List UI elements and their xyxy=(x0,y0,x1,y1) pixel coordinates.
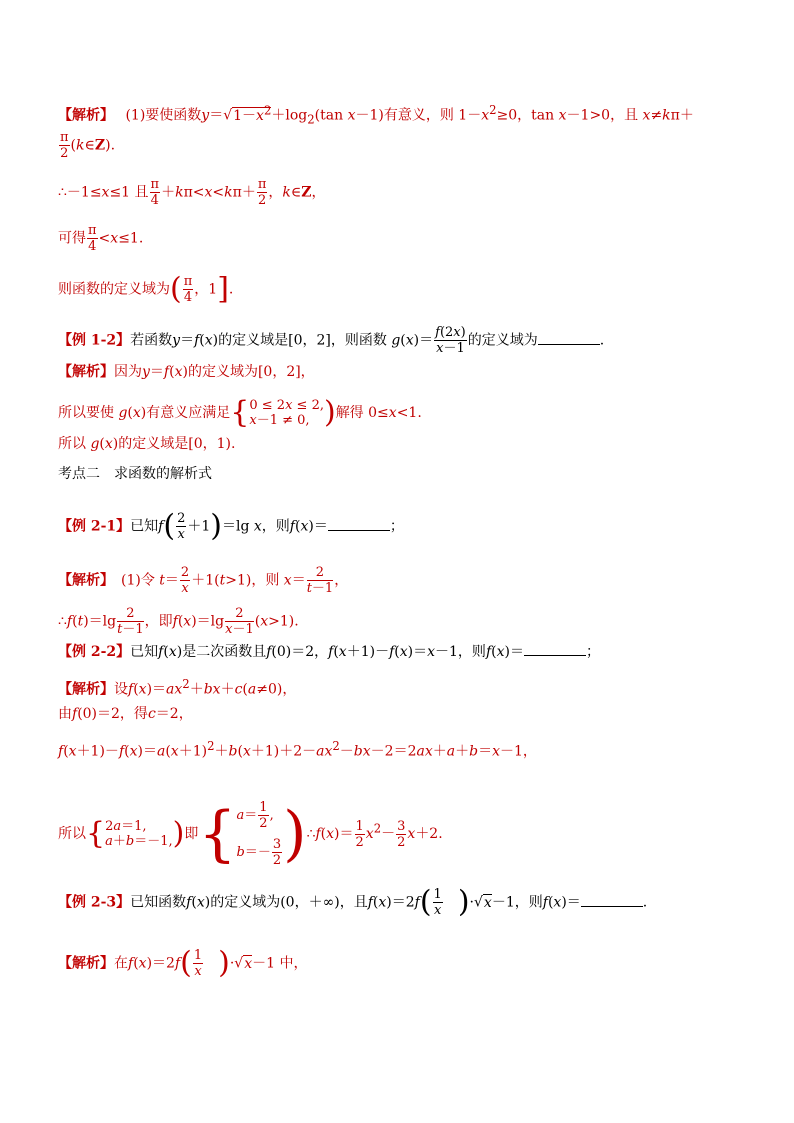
solution-1-1-line-2: $\frac{\pi}{2}$ (k∈Z). xyxy=(60,130,116,161)
solution-tag: 【解析】 xyxy=(58,107,107,124)
answer-blank[interactable] xyxy=(538,344,600,345)
solution-2-3-line-1: 【解析】在f(x)＝2f( $\frac{1}{x}$ )·√x－1 中， xyxy=(58,945,308,981)
answer-blank[interactable] xyxy=(524,655,586,656)
example-2-1: 【例 2-1】已知f( $\frac{2}{x}$ ＋1)＝lg x，则f(x)＝ ； xyxy=(58,508,404,544)
answer-blank[interactable] xyxy=(581,906,643,907)
solution-1-2-line-2: 所以要使 g(x)有意义应满足{ 0 ≤ 2x ≤ 2, x－1 ≠ 0, )解得 0≤x<1. xyxy=(58,395,422,430)
example-2-2: 【例 2-2】已知f(x)是二次函数且f(0)＝2，f(x＋1)－f(x)＝x－1，则f(x)＝ ； xyxy=(58,644,600,660)
solution-1-1-line-4: 可得 $\frac{\pi}{4}$ <x≤1. xyxy=(58,223,144,254)
solution-2-2-line-3: $f(x+1)-f(x)=a(x+1)^2+b(x+1)+2-ax^2-bx-2=2ax+a+b=x-1$， xyxy=(58,739,537,760)
answer-blank[interactable] xyxy=(328,530,390,531)
solution-2-1-line-2: ∴f(t)＝lg $\frac{2}{t-1}$ ，即f(x)＝lg $\frac{2}{x-1}$ (x>1). xyxy=(58,606,299,637)
solution-1-1-line-3: ∴－1≤x≤1 且 $\frac{\pi}{4}$ ＋kπ<x<kπ＋ $\frac{\pi}{2}$ ，k∈Z， xyxy=(58,177,326,208)
solution-2-2-line-4: 所以{ 2a＝1, a＋b＝－1, )即{ a＝ $\frac{1}{2}$ , b＝－ $\frac{3}{2}$ )∴f(x)＝ $\frac{1}{2}$ $x^2-$ $\frac{3}{2}$ x＋2. xyxy=(58,799,443,869)
section-heading: 考点二 求函数的解析式 xyxy=(58,466,212,482)
example-tag: 【例 1-2】 xyxy=(58,332,131,349)
solution-1-2-line-1: 【解析】因为y＝f(x)的定义域为[0，2]， xyxy=(58,364,315,380)
solution-1-1-line-1: 【解析】 (1)要使函数$y=√1-x^2+\log_2(\tan$ x－1)有意义，则 $1-x^2\ge 0$，tan x－1>0，且 x≠kπ＋ xyxy=(58,103,694,127)
solution-1-2-line-3: 所以 g(x)的定义域是[0，1). xyxy=(58,436,236,452)
example-1-2: 【例 1-2】若函数y＝f(x)的定义域是[0，2]，则函数 g(x)＝ $\frac{f(2x)}{x-1}$ 的定义域为 . xyxy=(58,325,605,356)
solution-1-1-line-5: 则函数的定义域为( $\frac{\pi}{4}$ ，1]. xyxy=(58,271,234,307)
example-2-3: 【例 2-3】已知函数f(x)的定义域为(0，＋∞)，且f(x)＝2f( $\frac{1}{x}$ )·√x－1，则f(x)＝ . xyxy=(58,884,648,920)
solution-2-2-line-1: 【解析】设$f(x)=ax^2+bx+c(a\ne 0)$， xyxy=(58,677,297,698)
solution-2-2-line-2: 由f(0)＝2，得c＝2， xyxy=(58,706,193,722)
solution-2-1-line-1: 【解析】 (1)令 t＝ $\frac{2}{x}$ ＋1(t>1)，则 x＝ $\frac{2}{t-1}$ ， xyxy=(58,565,349,596)
